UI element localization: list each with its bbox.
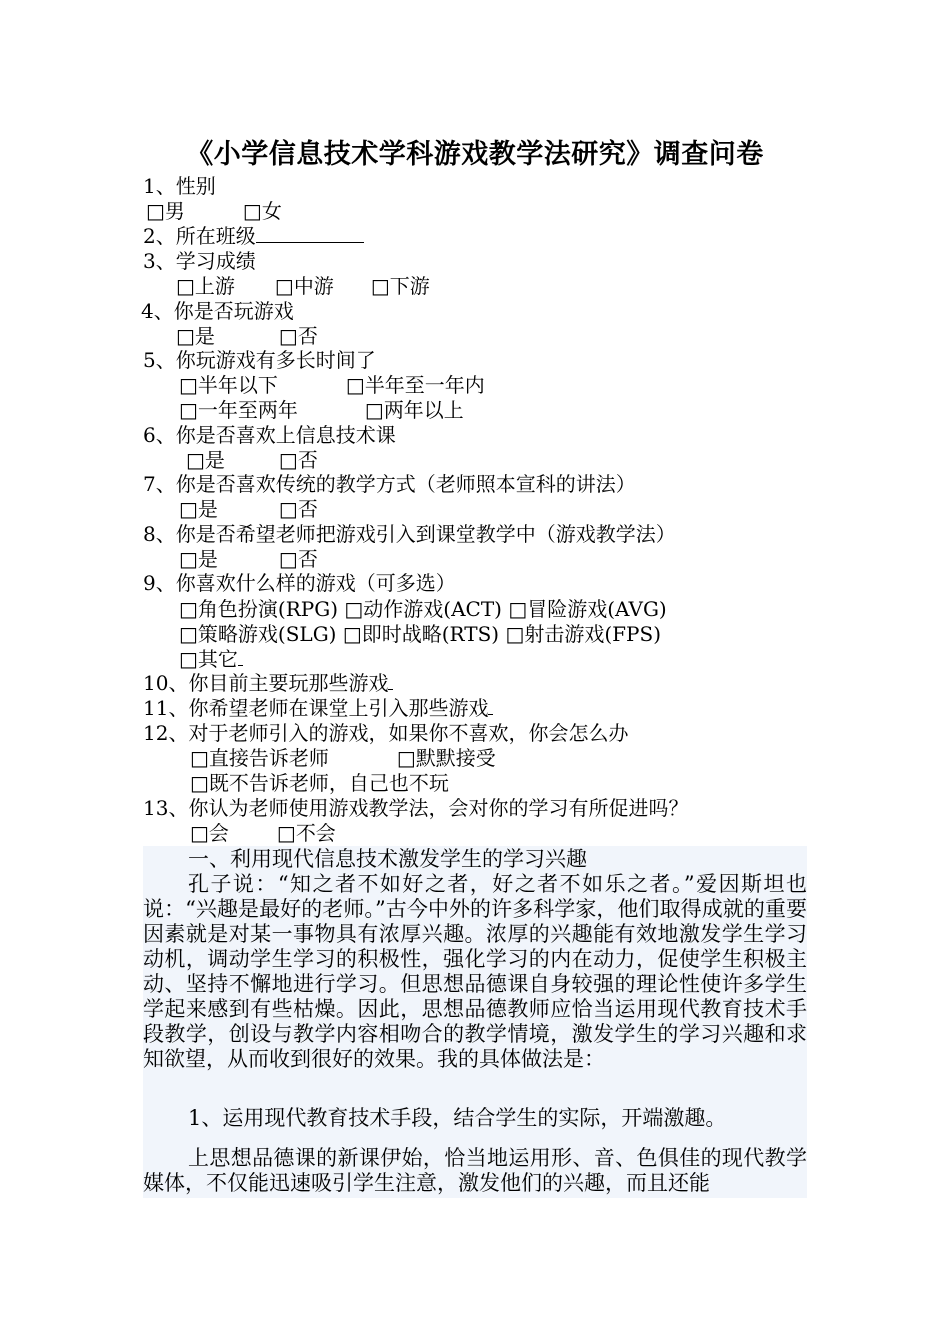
article-heading: 一、利用现代信息技术激发学生的学习兴趣 (188, 847, 587, 871)
option-tell-teacher[interactable]: □直接告诉老师 (190, 746, 329, 770)
checkbox-icon[interactable]: □ (190, 746, 209, 770)
question-10 (143, 671, 393, 695)
checkbox-icon[interactable]: □ (176, 324, 195, 348)
checkbox-icon[interactable]: □ (190, 821, 209, 845)
option-male[interactable]: □男 (146, 199, 185, 223)
option-yes[interactable]: □是 (179, 497, 218, 521)
checkbox-icon[interactable]: □ (344, 597, 364, 621)
checkbox-icon[interactable]: □ (342, 622, 362, 646)
question-3-label: 3、学习成绩 (143, 249, 256, 273)
option-accept-silently[interactable]: □默默接受 (396, 746, 496, 770)
question-7-options (179, 497, 318, 521)
checkbox-icon[interactable]: □ (278, 324, 298, 348)
question-6-label: 6、你是否喜欢上信息技术课 (143, 423, 396, 447)
question-11 (143, 696, 493, 720)
checkbox-icon[interactable]: □ (242, 199, 262, 223)
checkbox-icon[interactable]: □ (274, 274, 294, 298)
other-blank-field[interactable] (238, 647, 243, 666)
question-5-options-row1 (179, 373, 485, 397)
question-9-label: 9、你喜欢什么样的游戏（可多选） (143, 571, 456, 595)
option-yes[interactable]: □是 (176, 324, 215, 348)
option-will[interactable]: □会 (190, 821, 229, 845)
question-7-label: 7、你是否喜欢传统的教学方式（老师照本宣科的讲法） (143, 472, 636, 496)
games-blank-field[interactable] (388, 671, 393, 690)
checkbox-icon[interactable]: □ (508, 597, 528, 621)
question-8-options (179, 547, 318, 571)
question-9-options-row1 (179, 597, 667, 621)
checkbox-icon[interactable]: □ (278, 497, 298, 521)
checkbox-icon[interactable]: □ (179, 647, 198, 671)
option-rpg[interactable]: □角色扮演(RPG) (179, 597, 339, 621)
checkbox-icon[interactable]: □ (370, 274, 390, 298)
desired-games-blank-field[interactable] (488, 696, 493, 715)
option-neither[interactable]: □既不告诉老师，自己也不玩 (190, 771, 449, 795)
checkbox-icon[interactable]: □ (179, 497, 198, 521)
option-other[interactable]: □其它 (179, 647, 238, 671)
question-4-options (176, 324, 318, 348)
checkbox-icon[interactable]: □ (179, 597, 198, 621)
checkbox-icon[interactable]: □ (179, 373, 198, 397)
checkbox-icon[interactable]: □ (278, 547, 298, 571)
document-title: 《小学信息技术学科游戏教学法研究》调查问卷 (186, 139, 764, 170)
option-yes[interactable]: □是 (179, 547, 218, 571)
option-will-not[interactable]: □不会 (276, 821, 336, 845)
question-12-options-row1 (190, 746, 496, 770)
checkbox-icon[interactable]: □ (345, 373, 365, 397)
question-6-options (186, 448, 318, 472)
question-4-label: 4、你是否玩游戏 (141, 299, 294, 323)
option-female[interactable]: □女 (242, 199, 282, 223)
question-13-label: 13、你认为老师使用游戏教学法，会对你的学习有所促进吗？ (143, 796, 689, 820)
option-under-half-year[interactable]: □半年以下 (179, 373, 278, 397)
class-blank-field[interactable] (256, 224, 364, 243)
article-subheading: 1、运用现代教育技术手段，结合学生的实际，开端激趣。 (188, 1106, 727, 1130)
option-middle[interactable]: □中游 (274, 274, 334, 298)
checkbox-icon[interactable]: □ (179, 398, 198, 422)
checkbox-icon[interactable]: □ (146, 199, 165, 223)
option-yes[interactable]: □是 (186, 448, 225, 472)
question-12-label: 12、对于老师引入的游戏，如果你不喜欢，你会怎么办 (143, 721, 629, 745)
option-no[interactable]: □否 (278, 497, 318, 521)
option-upper[interactable]: □上游 (176, 274, 235, 298)
question-1-label: 1、性别 (143, 174, 216, 198)
option-over-two-years[interactable]: □两年以上 (364, 398, 464, 422)
question-1-options (146, 199, 282, 223)
option-act[interactable]: □动作游戏(ACT) (344, 597, 502, 621)
checkbox-icon[interactable]: □ (278, 448, 298, 472)
checkbox-icon[interactable]: □ (505, 622, 525, 646)
option-lower[interactable]: □下游 (370, 274, 430, 298)
option-fps[interactable]: □射击游戏(FPS) (505, 622, 662, 646)
question-2 (143, 224, 364, 248)
option-no[interactable]: □否 (278, 324, 318, 348)
question-9-options-row3 (179, 647, 243, 671)
question-10-label: 10、你目前主要玩那些游戏 (143, 671, 389, 695)
option-no[interactable]: □否 (278, 448, 318, 472)
article-paragraph-2: 上思想品德课的新课伊始，恰当地运用形、音、色俱佳的现代教学媒体，不仅能迅速吸引学生注意，激发他们的兴趣，而且还能 (143, 1146, 807, 1195)
question-3-options (176, 274, 430, 298)
question-9-options-row2 (179, 622, 661, 646)
checkbox-icon[interactable]: □ (186, 448, 205, 472)
checkbox-icon[interactable]: □ (179, 547, 198, 571)
option-rts[interactable]: □即时战略(RTS) (342, 622, 500, 646)
question-2-label: 2、所在班级 (143, 224, 256, 248)
article-paragraph-1: 孔子说：“知之者不如好之者，好之者不如乐之者。”爱因斯坦也说：“兴趣是最好的老师。”古今中外的许多科学家，他们取得成就的重要因素就是对某一事物具有浓厚兴趣。浓厚的兴趣能有效地激发学生学习动机，调动学生学习的积极性，强化学习的内在动力，促使学生积极主动、坚持不懈地进行学习。但思想品德课自身较强的理论性使许多学生学起来感到有些枯燥。因此，思想品德教师应恰当运用现代教育技术手段教学，创设与教学内容相吻合的教学情境，激发学生的学习兴趣和求知欲望，从而收到很好的效果。我的具体做法是： (143, 872, 807, 1071)
option-slg[interactable]: □策略游戏(SLG) (179, 622, 337, 646)
question-11-label: 11、你希望老师在课堂上引入那些游戏 (143, 696, 489, 720)
checkbox-icon[interactable]: □ (176, 274, 195, 298)
question-5-options-row2 (179, 398, 464, 422)
checkbox-icon[interactable]: □ (364, 398, 384, 422)
option-no[interactable]: □否 (278, 547, 318, 571)
checkbox-icon[interactable]: □ (179, 622, 198, 646)
checkbox-icon[interactable]: □ (396, 746, 416, 770)
question-13-options (190, 821, 336, 845)
option-half-to-one-year[interactable]: □半年至一年内 (345, 373, 485, 397)
question-5-label: 5、你玩游戏有多长时间了 (143, 348, 376, 372)
checkbox-icon[interactable]: □ (276, 821, 296, 845)
question-12-options-row2 (190, 771, 449, 795)
checkbox-icon[interactable]: □ (190, 771, 209, 795)
question-8-label: 8、你是否希望老师把游戏引入到课堂教学中（游戏教学法） (143, 522, 676, 546)
option-one-to-two-years[interactable]: □一年至两年 (179, 398, 298, 422)
option-avg[interactable]: □冒险游戏(AVG) (508, 597, 667, 621)
